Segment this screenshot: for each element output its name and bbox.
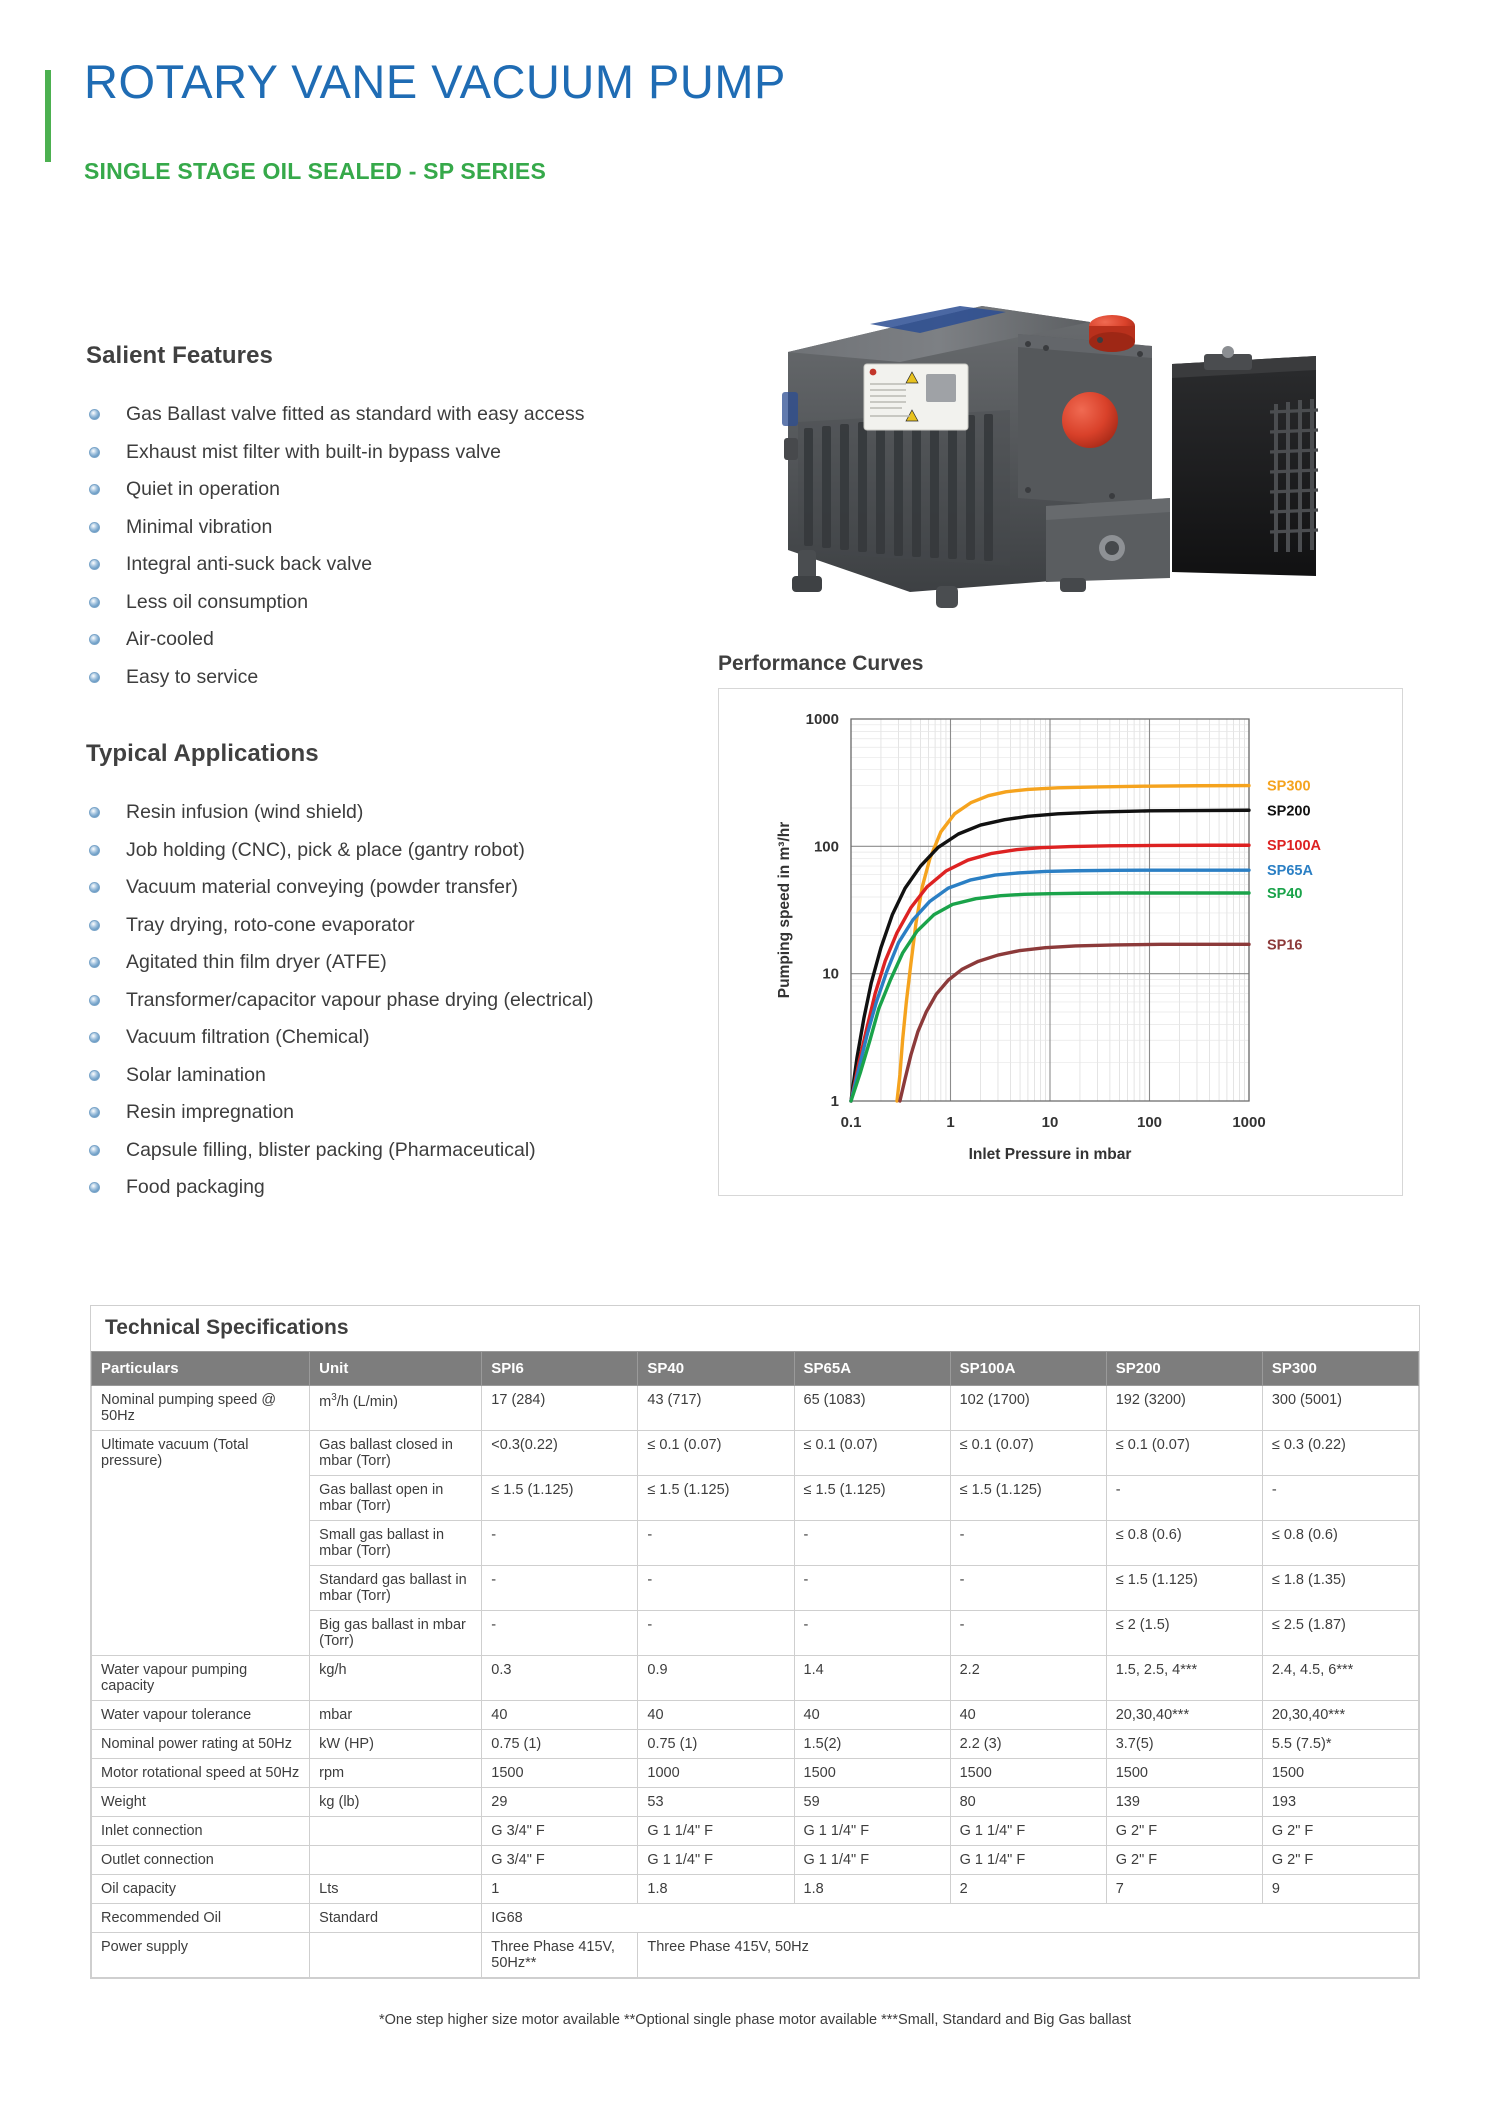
row-value: ≤ 1.5 (1.125) bbox=[1106, 1566, 1262, 1611]
bullet-icon bbox=[89, 484, 100, 495]
typical-applications-block bbox=[86, 740, 716, 1207]
table-row bbox=[92, 1788, 1419, 1817]
row-value: 1500 bbox=[1262, 1759, 1418, 1788]
chart-ytick-label: 1000 bbox=[805, 711, 839, 728]
row-unit bbox=[310, 1933, 482, 1978]
row-value: 0.9 bbox=[638, 1656, 794, 1701]
chart-xtick-label: 0.1 bbox=[840, 1114, 862, 1131]
list-item bbox=[86, 396, 716, 434]
row-value: 2.2 (3) bbox=[950, 1730, 1106, 1759]
list-item bbox=[86, 982, 716, 1020]
row-value-power-first: Three Phase 415V, 50Hz** bbox=[482, 1933, 638, 1978]
row-unit: Standard gas ballast in mbar (Torr) bbox=[310, 1566, 482, 1611]
row-value: ≤ 1.5 (1.125) bbox=[482, 1476, 638, 1521]
col-header-unit: Unit bbox=[310, 1352, 482, 1386]
row-value: - bbox=[950, 1611, 1106, 1656]
col-header-sp200: SP200 bbox=[1106, 1352, 1262, 1386]
chart-legend-sp16: SP16 bbox=[1267, 937, 1303, 954]
row-value: ≤ 0.1 (0.07) bbox=[950, 1431, 1106, 1476]
row-value: 0.3 bbox=[482, 1656, 638, 1701]
row-label: Outlet connection bbox=[92, 1846, 310, 1875]
row-label: Water vapour pumping capacity bbox=[92, 1656, 310, 1701]
row-value: ≤ 2 (1.5) bbox=[1106, 1611, 1262, 1656]
chart-ytick-label: 1 bbox=[830, 1093, 839, 1110]
chart-legend-sp300: SP300 bbox=[1267, 778, 1311, 795]
row-value: ≤ 0.1 (0.07) bbox=[794, 1431, 950, 1476]
row-label-ultimate-vacuum: Ultimate vacuum (Total pressure) bbox=[92, 1431, 310, 1656]
list-item bbox=[86, 659, 716, 697]
row-value: 53 bbox=[638, 1788, 794, 1817]
list-item bbox=[86, 1169, 716, 1207]
row-value: ≤ 2.5 (1.87) bbox=[1262, 1611, 1418, 1656]
row-value: 102 (1700) bbox=[950, 1386, 1106, 1431]
technical-specifications-title: Technical Specifications bbox=[105, 1316, 349, 1339]
row-value: ≤ 1.5 (1.125) bbox=[794, 1476, 950, 1521]
chart-legend-sp100a: SP100A bbox=[1267, 838, 1322, 855]
application-label: Tray drying, roto-cone evaporator bbox=[126, 913, 415, 936]
typical-applications-list bbox=[86, 794, 716, 1207]
col-header-sp300: SP300 bbox=[1262, 1352, 1418, 1386]
bullet-icon bbox=[89, 1107, 100, 1118]
col-header-sp100a: SP100A bbox=[950, 1352, 1106, 1386]
salient-features-list bbox=[86, 396, 716, 696]
bullet-icon bbox=[89, 807, 100, 818]
row-value: 9 bbox=[1262, 1875, 1418, 1904]
row-value: 17 (284) bbox=[482, 1386, 638, 1431]
row-label: Recommended Oil bbox=[92, 1904, 310, 1933]
table-row bbox=[92, 1875, 1419, 1904]
table-row-power-supply bbox=[92, 1933, 1419, 1978]
row-label: Oil capacity bbox=[92, 1875, 310, 1904]
row-value: G 2" F bbox=[1262, 1817, 1418, 1846]
row-value: - bbox=[638, 1566, 794, 1611]
list-item bbox=[86, 794, 716, 832]
pump-product-photo bbox=[760, 300, 1360, 610]
row-value: - bbox=[482, 1521, 638, 1566]
row-unit: Standard bbox=[310, 1904, 482, 1933]
chart-ytick-label: 100 bbox=[813, 838, 839, 856]
list-item bbox=[86, 1132, 716, 1170]
bullet-icon bbox=[89, 1032, 100, 1043]
row-unit bbox=[310, 1846, 482, 1875]
row-unit: $m^3/h$ (L/min) bbox=[310, 1386, 482, 1431]
left-content-column bbox=[86, 342, 716, 1207]
table-row-recommended-oil bbox=[92, 1904, 1419, 1933]
col-header-sp40: SP40 bbox=[638, 1352, 794, 1386]
row-label: Weight bbox=[92, 1788, 310, 1817]
performance-curves-heading: Performance Curves bbox=[718, 652, 924, 675]
list-item bbox=[86, 1057, 716, 1095]
feature-label: Easy to service bbox=[126, 665, 259, 688]
row-value: 40 bbox=[950, 1701, 1106, 1730]
chart-ytick-label: 10 bbox=[822, 965, 839, 983]
technical-specifications-table bbox=[91, 1351, 1419, 1978]
feature-label: Air-cooled bbox=[126, 628, 214, 650]
row-value: ≤ 0.3 (0.22) bbox=[1262, 1431, 1418, 1476]
list-item bbox=[86, 1019, 716, 1057]
application-label: Vacuum filtration (Chemical) bbox=[126, 1026, 370, 1048]
row-value: 7 bbox=[1106, 1875, 1262, 1904]
row-value: 43 (717) bbox=[638, 1386, 794, 1431]
row-value: 1 bbox=[482, 1875, 638, 1904]
title-accent-bar bbox=[45, 70, 51, 162]
row-value: - bbox=[794, 1566, 950, 1611]
application-label: Job holding (CNC), pick & place (gantry robot) bbox=[126, 838, 525, 861]
list-item bbox=[86, 907, 716, 945]
row-value: 0.75 (1) bbox=[482, 1730, 638, 1759]
row-value: 139 bbox=[1106, 1788, 1262, 1817]
row-unit bbox=[310, 1817, 482, 1846]
row-value: 5.5 (7.5)* bbox=[1262, 1730, 1418, 1759]
row-value: <0.3(0.22) bbox=[482, 1431, 638, 1476]
row-value: ≤ 0.8 (0.6) bbox=[1262, 1521, 1418, 1566]
row-value: 29 bbox=[482, 1788, 638, 1817]
bullet-icon bbox=[89, 559, 100, 570]
col-header-spi6: SPI6 bbox=[482, 1352, 638, 1386]
row-value: 40 bbox=[794, 1701, 950, 1730]
feature-label: Minimal vibration bbox=[126, 515, 273, 538]
row-value: 20,30,40*** bbox=[1106, 1701, 1262, 1730]
bullet-icon bbox=[89, 597, 100, 608]
row-value: 1.5(2) bbox=[794, 1730, 950, 1759]
bullet-icon bbox=[89, 995, 100, 1006]
row-value: G 1 1/4" F bbox=[638, 1846, 794, 1875]
chart-xtick-label: 1000 bbox=[1232, 1114, 1266, 1131]
bullet-icon bbox=[89, 522, 100, 533]
col-header-particulars: Particulars bbox=[92, 1352, 310, 1386]
row-value: G 1 1/4" F bbox=[638, 1817, 794, 1846]
row-value: - bbox=[950, 1521, 1106, 1566]
chart-xtick-label: 1 bbox=[946, 1114, 955, 1131]
table-row bbox=[92, 1817, 1419, 1846]
list-item bbox=[86, 584, 716, 622]
row-value: - bbox=[638, 1521, 794, 1566]
list-item bbox=[86, 1094, 716, 1132]
bullet-icon bbox=[89, 447, 100, 458]
row-value: 1.5, 2.5, 4*** bbox=[1106, 1656, 1262, 1701]
row-value: G 2" F bbox=[1262, 1846, 1418, 1875]
row-value: - bbox=[638, 1611, 794, 1656]
bullet-icon bbox=[89, 672, 100, 683]
row-value: - bbox=[794, 1521, 950, 1566]
bullet-icon bbox=[89, 634, 100, 645]
row-unit: rpm bbox=[310, 1759, 482, 1788]
row-value: ≤ 1.8 (1.35) bbox=[1262, 1566, 1418, 1611]
row-value: 40 bbox=[482, 1701, 638, 1730]
list-item bbox=[86, 944, 716, 982]
chart-legend-sp200: SP200 bbox=[1267, 803, 1311, 820]
table-row bbox=[92, 1730, 1419, 1759]
application-label: Solar lamination bbox=[126, 1063, 266, 1086]
chart-legend-sp40: SP40 bbox=[1267, 886, 1303, 903]
row-unit: Small gas ballast in mbar (Torr) bbox=[310, 1521, 482, 1566]
row-unit: kg/h bbox=[310, 1656, 482, 1701]
row-unit: kW (HP) bbox=[310, 1730, 482, 1759]
bullet-icon bbox=[89, 920, 100, 931]
list-item bbox=[86, 869, 716, 907]
row-value: ≤ 0.1 (0.07) bbox=[638, 1431, 794, 1476]
bullet-icon bbox=[89, 409, 100, 420]
performance-curves-chart bbox=[718, 688, 1403, 1196]
row-value: 2.2 bbox=[950, 1656, 1106, 1701]
col-header-sp65a: SP65A bbox=[794, 1352, 950, 1386]
application-label: Capsule filling, blister packing (Pharmaceutical) bbox=[126, 1138, 536, 1161]
feature-label: Less oil consumption bbox=[126, 590, 309, 613]
chart-xtick-label: 10 bbox=[1041, 1114, 1059, 1131]
table-header-row bbox=[92, 1352, 1419, 1386]
application-label: Transformer/capacitor vapour phase drying (electrical) bbox=[126, 988, 594, 1011]
row-unit: mbar bbox=[310, 1701, 482, 1730]
application-label: Food packaging bbox=[126, 1176, 265, 1198]
row-value: 59 bbox=[794, 1788, 950, 1817]
bullet-icon bbox=[89, 1070, 100, 1081]
row-label: Power supply bbox=[92, 1933, 310, 1978]
bullet-icon bbox=[89, 1145, 100, 1156]
row-value: 1000 bbox=[638, 1759, 794, 1788]
row-value: 2 bbox=[950, 1875, 1106, 1904]
row-value: ≤ 0.1 (0.07) bbox=[1106, 1431, 1262, 1476]
row-value: 0.75 (1) bbox=[638, 1730, 794, 1759]
row-value: 1.8 bbox=[794, 1875, 950, 1904]
row-value: 1500 bbox=[482, 1759, 638, 1788]
technical-specifications-panel bbox=[90, 1305, 1420, 1979]
chart-yaxis-label: Pumping speed in m³/hr bbox=[776, 821, 793, 999]
row-value: 1.8 bbox=[638, 1875, 794, 1904]
feature-label: Quiet in operation bbox=[126, 478, 280, 500]
row-value: ≤ 0.8 (0.6) bbox=[1106, 1521, 1262, 1566]
bullet-icon bbox=[89, 882, 100, 893]
row-value: 20,30,40*** bbox=[1262, 1701, 1418, 1730]
page-header bbox=[0, 55, 1500, 203]
row-value: 1500 bbox=[794, 1759, 950, 1788]
row-value: 80 bbox=[950, 1788, 1106, 1817]
table-row bbox=[92, 1759, 1419, 1788]
chart-xtick-label: 100 bbox=[1136, 1114, 1163, 1131]
feature-label: Gas Ballast valve fitted as standard with easy access bbox=[126, 403, 585, 425]
application-label: Agitated thin film dryer (ATFE) bbox=[126, 951, 387, 973]
typical-applications-heading: Typical Applications bbox=[86, 740, 319, 767]
application-label: Resin impregnation bbox=[126, 1101, 295, 1123]
row-value-oil-grade: IG68 bbox=[482, 1904, 1419, 1933]
row-value: 3.7(5) bbox=[1106, 1730, 1262, 1759]
row-value: G 3/4" F bbox=[482, 1846, 638, 1875]
row-value: ≤ 1.5 (1.125) bbox=[638, 1476, 794, 1521]
row-value: - bbox=[1106, 1476, 1262, 1521]
row-value: G 1 1/4" F bbox=[794, 1846, 950, 1875]
row-value: 1500 bbox=[950, 1759, 1106, 1788]
row-value: 193 bbox=[1262, 1788, 1418, 1817]
row-value: 1500 bbox=[1106, 1759, 1262, 1788]
bullet-icon bbox=[89, 845, 100, 856]
row-value: G 3/4" F bbox=[482, 1817, 638, 1846]
row-value: G 1 1/4" F bbox=[950, 1846, 1106, 1875]
feature-label: Exhaust mist filter with built-in bypass valve bbox=[126, 440, 501, 463]
table-row bbox=[92, 1431, 1419, 1476]
application-label: Resin infusion (wind shield) bbox=[126, 801, 364, 823]
row-value: - bbox=[482, 1566, 638, 1611]
list-item bbox=[86, 509, 716, 547]
row-value: 65 (1083) bbox=[794, 1386, 950, 1431]
row-value: G 1 1/4" F bbox=[950, 1817, 1106, 1846]
table-row bbox=[92, 1656, 1419, 1701]
table-row bbox=[92, 1701, 1419, 1730]
page-title: ROTARY VANE VACUUM PUMP bbox=[84, 55, 786, 108]
table-footnote: *One step higher size motor available **Optional single phase motor available ***Small, Standard and Big Gas ballast bbox=[378, 2012, 1131, 2028]
row-unit: Gas ballast open in mbar (Torr) bbox=[310, 1476, 482, 1521]
row-value: ≤ 1.5 (1.125) bbox=[950, 1476, 1106, 1521]
table-row bbox=[92, 1846, 1419, 1875]
row-unit: Big gas ballast in mbar (Torr) bbox=[310, 1611, 482, 1656]
chart-xaxis-label: Inlet Pressure in mbar bbox=[968, 1146, 1132, 1163]
row-label: Nominal power rating at 50Hz bbox=[92, 1730, 310, 1759]
row-value: G 2" F bbox=[1106, 1846, 1262, 1875]
application-label: Vacuum material conveying (powder transfer) bbox=[126, 876, 518, 898]
row-label: Nominal pumping speed @ 50Hz bbox=[92, 1386, 310, 1431]
table-row bbox=[92, 1386, 1419, 1431]
row-unit: kg (lb) bbox=[310, 1788, 482, 1817]
row-value-power-rest: Three Phase 415V, 50Hz bbox=[638, 1933, 1419, 1978]
row-unit: Lts bbox=[310, 1875, 482, 1904]
row-value: 2.4, 4.5, 6*** bbox=[1262, 1656, 1418, 1701]
list-item bbox=[86, 434, 716, 472]
bullet-icon bbox=[89, 1182, 100, 1193]
row-value: 40 bbox=[638, 1701, 794, 1730]
chart-legend-sp65a: SP65A bbox=[1267, 863, 1313, 880]
row-value: - bbox=[1262, 1476, 1418, 1521]
list-item bbox=[86, 832, 716, 870]
row-value: 192 (3200) bbox=[1106, 1386, 1262, 1431]
row-value: 300 (5001) bbox=[1262, 1386, 1418, 1431]
bullet-icon bbox=[89, 957, 100, 968]
row-value: G 2" F bbox=[1106, 1817, 1262, 1846]
list-item bbox=[86, 471, 716, 509]
salient-features-heading: Salient Features bbox=[86, 342, 274, 369]
row-value: 1.4 bbox=[794, 1656, 950, 1701]
row-label: Inlet connection bbox=[92, 1817, 310, 1846]
list-item bbox=[86, 621, 716, 659]
row-label: Motor rotational speed at 50Hz bbox=[92, 1759, 310, 1788]
row-value: - bbox=[950, 1566, 1106, 1611]
row-unit: Gas ballast closed in mbar (Torr) bbox=[310, 1431, 482, 1476]
row-value: - bbox=[482, 1611, 638, 1656]
row-value: G 1 1/4" F bbox=[794, 1817, 950, 1846]
list-item bbox=[86, 546, 716, 584]
row-label: Water vapour tolerance bbox=[92, 1701, 310, 1730]
row-value: - bbox=[794, 1611, 950, 1656]
feature-label: Integral anti-suck back valve bbox=[126, 553, 373, 575]
page-subtitle: SINGLE STAGE OIL SEALED - SP SERIES bbox=[84, 158, 546, 184]
